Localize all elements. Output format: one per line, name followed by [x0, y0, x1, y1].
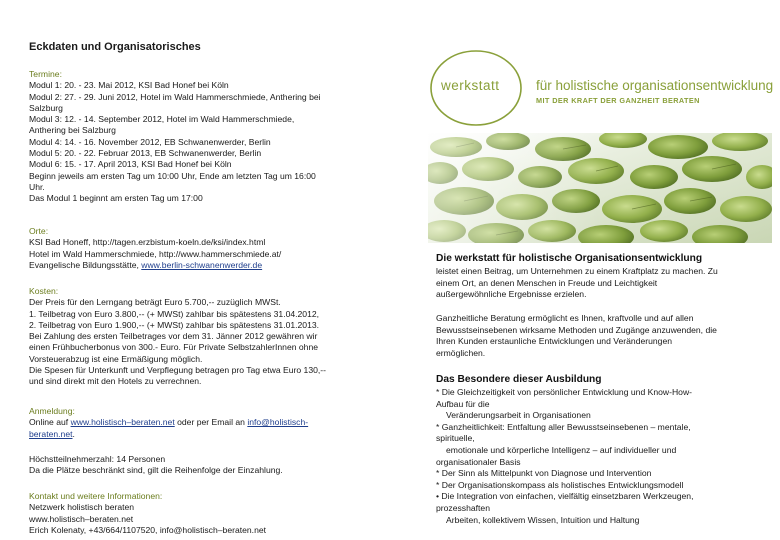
- besondere-list-item: • Die Integration von einfachen, vielfältig einsetzbaren Werkzeugen,: [436, 491, 694, 502]
- kontakt-line: Netzwerk holistisch beraten: [29, 502, 135, 513]
- termine-line: Modul 4: 14. - 16. November 2012, EB Schwanenwerder, Berlin: [29, 136, 271, 147]
- teilnehmer-line: Höchstteilnehmerzahl: 14 Personen: [29, 454, 166, 464]
- termine-line: Uhr.: [29, 181, 45, 192]
- termine-section: [29, 69, 399, 205]
- lily-pads-image: [428, 133, 772, 243]
- orte-line: KSI Bad Honeff, http://tagen.erzbistum-koeln.de/ksi/index.html: [29, 237, 266, 248]
- besondere-list-item: Veränderungsarbeit in Organisationen: [446, 410, 591, 421]
- besondere-list-item: organisationaler Basis: [436, 456, 521, 467]
- termine-line: Anthering bei Salzburg: [29, 125, 116, 136]
- termine-line: Modul 2: 27. - 29. Juni 2012, Hotel im Wald Hammerschmiede, Anthering bei: [29, 91, 321, 102]
- kosten-line: 2. Teilbetrag von Euro 1.900,-- (+ MWSt) zahlbar bis spätestens 31.01.2013.: [29, 319, 320, 330]
- kosten-line: Bei Zahlung des ersten Teilbetrages vor dem 31. Jänner 2012 gewähren wir: [29, 331, 318, 342]
- orte-line: Hotel im Wald Hammerschmiede, http://www.hammerschmiede.at/: [29, 248, 282, 259]
- termine-label: Termine:: [29, 69, 62, 79]
- kosten-line: und sind direkt mit den Hotels zu verrechnen.: [29, 376, 202, 387]
- orte-line3-prefix: Evangelische Bildungsstätte,: [29, 259, 142, 270]
- kosten-line: Vorsteuerabzug ist eine Ermäßigung möglich.: [29, 353, 203, 364]
- werkstatt-intro-line: außergewöhnliche Ergebnisse erzielen.: [436, 289, 587, 300]
- besondere-list: [436, 387, 693, 526]
- beratung-paragraph: [436, 313, 717, 359]
- kontakt-section: [29, 491, 399, 536]
- werkstatt-intro-line: einem Ort, an denen Menschen in Freude und Leichtigkeit: [436, 277, 658, 288]
- anmeldung-line: [29, 429, 399, 440]
- kosten-label: Kosten:: [29, 286, 59, 296]
- termine-line: Das Modul 1 beginnt am ersten Tag um 17:00: [29, 193, 203, 204]
- anmeldung-prefix: Online auf: [29, 417, 71, 428]
- besondere-heading: Das Besondere dieser Ausbildung: [436, 374, 602, 385]
- kosten-line: Der Preis für den Lerngang beträgt Euro 5.700,-- zuzüglich MWSt.: [29, 297, 281, 308]
- anmeldung-middle: oder per Email an: [174, 417, 248, 428]
- teilnehmer-line: Da die Plätze beschränkt sind, gilt die Reihenfolge der Einzahlung.: [29, 465, 283, 476]
- werkstatt-heading: Die werkstatt für holistische Organisationsentwicklung: [436, 253, 703, 264]
- besondere-list-item: Aufbau für die: [436, 398, 490, 409]
- anmeldung-section: [29, 406, 399, 440]
- besondere-list-item: * Der Sinn als Mittelpunkt von Diagnose und Intervention: [436, 468, 652, 479]
- orte-label: Orte:: [29, 226, 49, 236]
- kontakt-line: www.holistisch–beraten.net: [29, 513, 134, 524]
- kontakt-label: Kontakt und weitere Informationen:: [29, 491, 163, 501]
- besondere-list-item: * Der Organisationskompass als holistisches Entwicklungsmodell: [436, 479, 684, 490]
- werkstatt-intro: [436, 266, 718, 301]
- termine-line: Modul 6: 15. - 17. April 2013, KSI Bad Honef bei Köln: [29, 159, 232, 170]
- orte-section: [29, 226, 399, 271]
- besondere-list-item: * Die Gleichzeitigkeit von persönlicher Entwicklung und Know-How-: [436, 387, 693, 397]
- besondere-list-item: * Ganzheitlichkeit: Entfaltung aller Bewusstseinsebenen – mentale,: [436, 421, 691, 432]
- anmeldung-line: [29, 417, 399, 428]
- orte-line: [29, 260, 399, 271]
- termine-line: Modul 1: 20. - 23. Mai 2012, KSI Bad Honef bei Köln: [29, 80, 229, 91]
- beratung-line: Ganzheitliche Beratung ermöglicht es Ihnen, kraftvolle und auf allen: [436, 313, 694, 323]
- termine-line: Beginn jeweils am ersten Tag um 10:00 Uhr, Ende am letzten Tag um 16:00: [29, 170, 316, 181]
- kosten-line: einen Frühbucherbonus von 300.- Euro. Für Private SelbstzahlerInnen ohne: [29, 342, 319, 353]
- besondere-list-item: prozesshaften: [436, 502, 490, 513]
- schwanenwerder-link[interactable]: www.berlin-schwanenwerder.de: [141, 259, 263, 270]
- page-heading: Eckdaten und Organisatorisches: [29, 41, 201, 53]
- email-link[interactable]: info@holistisch-: [247, 417, 309, 428]
- website-link[interactable]: www.holistisch–beraten.net: [70, 417, 175, 428]
- kontakt-line: Erich Kolenaty, +43/664/1107520, info@holistisch–beraten.net: [29, 524, 267, 535]
- kosten-line: Die Spesen für Unterkunft und Verpflegung betragen pro Tag etwa Euro 130,--: [29, 365, 326, 376]
- lily-pond-photo: [428, 133, 772, 243]
- logo-word: werkstatt: [441, 78, 500, 93]
- beratung-line: Ihren Kunden erstaunliche Entwicklungen und Veränderungen: [436, 336, 673, 347]
- teilnehmer-section: [29, 454, 399, 477]
- anmeldung-suffix: .: [72, 428, 75, 439]
- kosten-line: 1. Teilbetrag von Euro 3.800,-- (+ MWSt) zahlbar bis spätestens 31.04.2012,: [29, 308, 320, 319]
- logo-title: für holistische organisationsentwicklung: [536, 78, 774, 93]
- besondere-list-item: Arbeiten, kollektivem Wissen, Intuition und Haltung: [446, 514, 640, 525]
- besondere-list-item: emotionale und körperliche Intelligenz – auf individueller und: [446, 444, 677, 455]
- termine-line: Modul 3: 12. - 14. September 2012, Hotel im Wald Hammerschmiede,: [29, 114, 295, 125]
- werkstatt-intro-line: leistet einen Beitrag, um Unternehmen zu einem Kraftplatz zu machen. Zu: [436, 266, 718, 276]
- brand-logo: [428, 48, 774, 128]
- beratung-line: ermöglichen.: [436, 347, 486, 358]
- besondere-list-item: spirituelle,: [436, 433, 475, 444]
- termine-line: Salzburg: [29, 102, 63, 113]
- logo-subtitle: MIT DER KRAFT DER GANZHEIT BERATEN: [536, 96, 700, 105]
- kosten-section: [29, 286, 399, 388]
- anmeldung-label: Anmeldung:: [29, 406, 75, 416]
- termine-line: Modul 5: 20. - 22. Februar 2013, EB Schwanenwerder, Berlin: [29, 148, 262, 159]
- email-link-cont[interactable]: beraten.net: [29, 428, 73, 439]
- beratung-line: Bewusstseinsebenen wirksame Methoden und Zugänge anzuwenden, die: [436, 324, 717, 335]
